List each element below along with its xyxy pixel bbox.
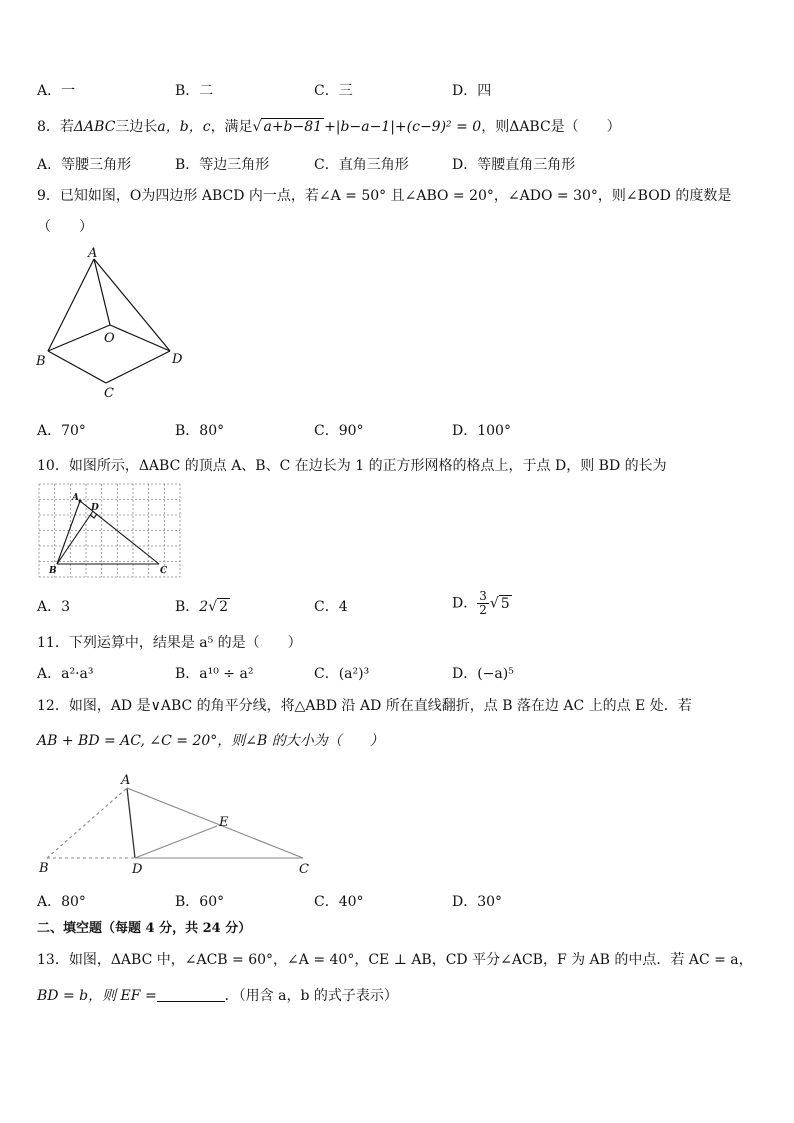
q7-option-c: C．三 xyxy=(314,83,353,99)
q9-option-b: B．80° xyxy=(175,423,225,439)
section-heading-fill-blank: 二、填空题（每题 4 分，共 24 分） xyxy=(37,921,252,936)
q8-option-c: C．直角三角形 xyxy=(314,157,409,173)
q9-edge-od xyxy=(110,325,170,351)
q10-label-a: A xyxy=(72,493,79,503)
q8-vars: a，b，c xyxy=(157,119,211,135)
q8-option-a: A．等腰三角形 xyxy=(37,157,132,173)
q12-stem-line2: AB + BD = AC, ∠C = 20°，则∠B 的大小为（ ） xyxy=(37,733,384,749)
q12-label-d: D xyxy=(132,862,143,877)
q12-option-a: A．80° xyxy=(37,894,86,910)
q9-label-o: O xyxy=(104,331,115,346)
q7-option-a: A．一 xyxy=(37,83,76,99)
q8-prefix: 8．若 xyxy=(37,119,74,135)
q8-option-d: D．等腰直角三角形 xyxy=(452,157,576,173)
q10-label-c: C xyxy=(160,566,168,576)
q10-stem: 10．如图所示，ΔABC 的顶点 A、B、C 在边长为 1 的正方形网格的格点上，于点 D，则 BD 的长为 xyxy=(37,458,667,474)
q9-label-c: C xyxy=(104,386,114,401)
q10-label-b: B xyxy=(49,566,57,576)
q12-edge-de xyxy=(135,826,217,858)
q9-stem: 9．已知如图，O为四边形 ABCD 内一点，若∠A = 50° 且∠ABO = 20°，∠ADO = 30°，则∠BOD 的度数是 xyxy=(37,188,732,204)
q8-stem: 8．若ΔABC三边长a，b，c，满足√ a+b−81 +|b−a−1|+(c−9)² = 0，则ΔABC是（ ） xyxy=(37,119,621,135)
q10-segment-bd xyxy=(57,511,93,564)
q10-option-b: B．2√ 2 xyxy=(175,599,229,615)
q9-label-b: B xyxy=(36,354,46,369)
q10-option-a: A．3 xyxy=(37,599,71,615)
q11-options xyxy=(37,664,737,684)
q12-edge-ad xyxy=(127,788,135,858)
q12-figure xyxy=(35,770,325,880)
q7-option-d: D．四 xyxy=(452,83,492,99)
q10-edge-ab xyxy=(57,501,80,564)
q10-grid-figure xyxy=(39,484,181,580)
q10-label-d: D xyxy=(91,503,99,513)
q10-options xyxy=(37,589,737,625)
q12-label-b: B xyxy=(39,861,49,876)
q13-stem-line1: 13．如图，ΔABC 中，∠ACB = 60°，∠A = 40°，CE ⊥ AB，CD 平分∠ACB，F 为 AB 的中点．若 AC = a， xyxy=(37,952,753,968)
q11-option-b: B．a¹⁰ ÷ a² xyxy=(175,666,254,682)
q11-option-a: A．a²·a³ xyxy=(37,666,94,682)
q12-option-b: B．60° xyxy=(175,894,225,910)
q13-line2-suffix: ．（用含 a，b 的式子表示） xyxy=(224,988,398,1004)
q9-label-a: A xyxy=(88,246,98,261)
q8-options xyxy=(37,155,737,175)
q9-options xyxy=(37,421,737,441)
q12-label-e: E xyxy=(219,815,229,830)
q9-paren: （ ） xyxy=(37,219,93,235)
q9-edge-bo xyxy=(48,325,110,351)
q8-mid1: 三边长 xyxy=(115,119,158,135)
q10-option-d-fraction: $\frac{3}{2}$ xyxy=(479,589,487,617)
q13-line2-prefix: BD = b，则 EF = xyxy=(37,988,157,1004)
q12-options xyxy=(37,892,737,912)
q11-stem: 11．下列运算中，结果是 a⁵ 的是（ ） xyxy=(37,635,302,651)
q9-edge-bc xyxy=(48,351,106,383)
q8-triangle: ΔABC xyxy=(73,119,116,135)
q11-option-d: D．(−a)⁵ xyxy=(452,666,514,682)
q10-option-c: C．4 xyxy=(314,599,348,615)
q9-option-a: A．70° xyxy=(37,423,86,439)
q8-expr2: +|b−a−1|+(c−9)² = 0 xyxy=(324,119,482,135)
q12-edge-ac xyxy=(127,788,303,858)
q9-edge-cd xyxy=(106,351,170,383)
q9-edge-ab xyxy=(48,259,94,351)
q8-option-b: B．等边三角形 xyxy=(175,157,270,173)
q7-option-b: B．二 xyxy=(175,83,214,99)
q11-option-c: C．(a²)³ xyxy=(314,666,370,682)
q9-figure xyxy=(30,245,190,405)
q9-label-d: D xyxy=(172,352,183,367)
q12-stem-line1: 12．如图，AD 是∨ABC 的角平分线，将△ABD 沿 AD 所在直线翻折，点 B 落在边 AC 上的点 E 处．若 xyxy=(37,698,692,714)
q12-option-c: C．40° xyxy=(314,894,364,910)
q9-option-c: C．90° xyxy=(314,423,364,439)
q9-option-d: D．100° xyxy=(452,423,511,439)
q10-option-d: D． $\frac{3}{2}$ √ 5 xyxy=(452,589,510,617)
q8-sqrt-expr: a+b−81 xyxy=(263,119,323,135)
q8-suffix: ，则ΔABC是（ ） xyxy=(481,119,621,135)
q13-answer-blank[interactable] xyxy=(157,987,225,1002)
q12-edge-ab-dashed xyxy=(47,788,127,858)
q8-mid2: ，满足 xyxy=(210,119,253,135)
q12-option-d: D．30° xyxy=(452,894,503,910)
q7-options xyxy=(37,81,737,101)
q12-label-c: C xyxy=(299,862,309,877)
q12-label-a: A xyxy=(121,773,131,788)
q13-stem-line2 xyxy=(37,987,398,1005)
